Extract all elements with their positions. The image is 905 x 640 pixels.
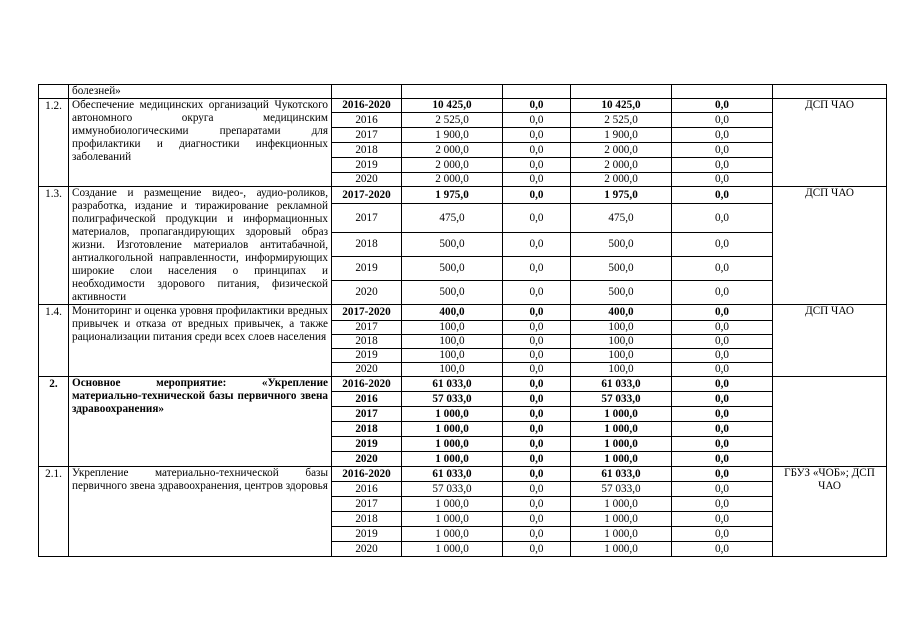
district-cell: 100,0 bbox=[571, 335, 672, 349]
district-cell: 2 000,0 bbox=[571, 143, 672, 158]
row-number: 1.2. bbox=[39, 99, 69, 187]
total-cell: 1 000,0 bbox=[402, 542, 503, 557]
total-cell: 10 425,0 bbox=[402, 99, 503, 113]
district-cell: 1 000,0 bbox=[571, 512, 672, 527]
other-cell: 0,0 bbox=[672, 305, 773, 321]
table-row bbox=[39, 467, 887, 482]
federal-cell: 0,0 bbox=[503, 497, 571, 512]
total-cell: 100,0 bbox=[402, 321, 503, 335]
federal-cell: 0,0 bbox=[503, 527, 571, 542]
year-cell: 2017 bbox=[332, 497, 402, 512]
year-cell: 2020 bbox=[332, 281, 402, 305]
row-number: 1.4. bbox=[39, 305, 69, 377]
year-cell: 2019 bbox=[332, 349, 402, 363]
continuation-text: болезней» bbox=[69, 85, 332, 99]
district-cell: 61 033,0 bbox=[571, 377, 672, 392]
federal-cell: 0,0 bbox=[503, 377, 571, 392]
total-cell: 1 000,0 bbox=[402, 527, 503, 542]
other-cell: 0,0 bbox=[672, 158, 773, 173]
other-cell: 0,0 bbox=[672, 377, 773, 392]
total-cell: 500,0 bbox=[402, 257, 503, 281]
activity-name: Создание и размещение видео-, аудио-роликов, разработка, издание и тиражирование рекламной полиграфической продукции и информационных материалов, пропагандирующих здоровый образ жизни. Изготовление материалов антитабачной, антиалкогольной направленности, информирующих широкие слои населения о принципах и необходимости здорового питания, физической активности bbox=[69, 187, 332, 305]
year-cell: 2016-2020 bbox=[332, 377, 402, 392]
federal-cell: 0,0 bbox=[503, 113, 571, 128]
other-cell: 0,0 bbox=[672, 128, 773, 143]
other-cell: 0,0 bbox=[672, 407, 773, 422]
district-cell: 400,0 bbox=[571, 305, 672, 321]
district-cell: 57 033,0 bbox=[571, 392, 672, 407]
row-number: 1.3. bbox=[39, 187, 69, 305]
federal-cell: 0,0 bbox=[503, 173, 571, 187]
district-cell: 1 000,0 bbox=[571, 542, 672, 557]
other-cell: 0,0 bbox=[672, 143, 773, 158]
total-cell: 1 975,0 bbox=[402, 187, 503, 204]
executor: ДСП ЧАО bbox=[773, 305, 887, 377]
executor: ГБУЗ «ЧОБ»; ДСП ЧАО bbox=[773, 467, 887, 557]
table-row bbox=[39, 187, 887, 204]
total-cell: 61 033,0 bbox=[402, 377, 503, 392]
district-cell: 100,0 bbox=[571, 363, 672, 377]
activity-name: Обеспечение медицинских организаций Чукотского автономного округа медицинским иммунобиологическими препаратами для профилактики и диагностики инфекционных заболеваний bbox=[69, 99, 332, 187]
year-cell: 2020 bbox=[332, 542, 402, 557]
year-cell: 2017-2020 bbox=[332, 305, 402, 321]
total-cell: 1 000,0 bbox=[402, 437, 503, 452]
budget-table-page bbox=[38, 84, 886, 557]
district-cell: 1 900,0 bbox=[571, 128, 672, 143]
activity-name: Основное мероприятие: «Укрепление материально-технической базы первичного звена здравоохранения» bbox=[69, 377, 332, 467]
other-cell: 0,0 bbox=[672, 437, 773, 452]
year-cell: 2016 bbox=[332, 482, 402, 497]
total-cell: 61 033,0 bbox=[402, 467, 503, 482]
continuation-row bbox=[39, 85, 887, 99]
federal-cell: 0,0 bbox=[503, 363, 571, 377]
district-cell: 1 000,0 bbox=[571, 527, 672, 542]
district-cell: 1 000,0 bbox=[571, 437, 672, 452]
year-cell: 2020 bbox=[332, 173, 402, 187]
district-cell: 100,0 bbox=[571, 321, 672, 335]
other-cell: 0,0 bbox=[672, 363, 773, 377]
table-row bbox=[39, 305, 887, 321]
other-cell: 0,0 bbox=[672, 349, 773, 363]
federal-cell: 0,0 bbox=[503, 335, 571, 349]
federal-cell: 0,0 bbox=[503, 158, 571, 173]
total-cell: 475,0 bbox=[402, 204, 503, 233]
table-row bbox=[39, 377, 887, 392]
year-cell: 2017 bbox=[332, 128, 402, 143]
activity-name: Мониторинг и оценка уровня профилактики вредных привычек и отказа от вредных привычек, а также рационализации питания среди всех слоев населения bbox=[69, 305, 332, 377]
year-cell: 2019 bbox=[332, 257, 402, 281]
district-cell: 500,0 bbox=[571, 257, 672, 281]
other-cell: 0,0 bbox=[672, 452, 773, 467]
year-cell: 2018 bbox=[332, 143, 402, 158]
other-cell: 0,0 bbox=[672, 99, 773, 113]
federal-cell: 0,0 bbox=[503, 321, 571, 335]
district-cell: 1 975,0 bbox=[571, 187, 672, 204]
federal-cell: 0,0 bbox=[503, 482, 571, 497]
other-cell: 0,0 bbox=[672, 482, 773, 497]
federal-cell: 0,0 bbox=[503, 204, 571, 233]
total-cell: 2 525,0 bbox=[402, 113, 503, 128]
district-cell: 500,0 bbox=[571, 281, 672, 305]
federal-cell: 0,0 bbox=[503, 349, 571, 363]
year-cell: 2020 bbox=[332, 363, 402, 377]
federal-cell: 0,0 bbox=[503, 99, 571, 113]
district-cell: 2 000,0 bbox=[571, 173, 672, 187]
year-cell: 2017 bbox=[332, 321, 402, 335]
year-cell: 2017 bbox=[332, 407, 402, 422]
other-cell: 0,0 bbox=[672, 321, 773, 335]
total-cell: 400,0 bbox=[402, 305, 503, 321]
federal-cell: 0,0 bbox=[503, 512, 571, 527]
district-cell: 57 033,0 bbox=[571, 482, 672, 497]
total-cell: 1 000,0 bbox=[402, 452, 503, 467]
federal-cell: 0,0 bbox=[503, 542, 571, 557]
year-cell: 2018 bbox=[332, 233, 402, 257]
other-cell: 0,0 bbox=[672, 187, 773, 204]
row-number bbox=[39, 85, 69, 99]
other-cell: 0,0 bbox=[672, 467, 773, 482]
executor: ДСП ЧАО bbox=[773, 187, 887, 305]
executor: ДСП ЧАО bbox=[773, 99, 887, 187]
total-cell: 100,0 bbox=[402, 363, 503, 377]
district-cell: 500,0 bbox=[571, 233, 672, 257]
other-cell: 0,0 bbox=[672, 113, 773, 128]
total-cell: 1 000,0 bbox=[402, 497, 503, 512]
district-cell: 1 000,0 bbox=[571, 497, 672, 512]
total-cell: 500,0 bbox=[402, 281, 503, 305]
other-cell: 0,0 bbox=[672, 173, 773, 187]
total-cell: 2 000,0 bbox=[402, 173, 503, 187]
total-cell: 1 000,0 bbox=[402, 422, 503, 437]
other-cell: 0,0 bbox=[672, 233, 773, 257]
year-cell: 2018 bbox=[332, 335, 402, 349]
year-cell: 2016 bbox=[332, 113, 402, 128]
other-cell: 0,0 bbox=[672, 257, 773, 281]
year-cell: 2016-2020 bbox=[332, 99, 402, 113]
district-cell: 2 525,0 bbox=[571, 113, 672, 128]
district-cell: 10 425,0 bbox=[571, 99, 672, 113]
district-cell: 2 000,0 bbox=[571, 158, 672, 173]
table-row bbox=[39, 99, 887, 113]
row-number: 2.1. bbox=[39, 467, 69, 557]
year-cell: 2019 bbox=[332, 437, 402, 452]
budget-table bbox=[38, 84, 887, 557]
federal-cell: 0,0 bbox=[503, 452, 571, 467]
other-cell: 0,0 bbox=[672, 422, 773, 437]
year-cell: 2018 bbox=[332, 422, 402, 437]
year-cell: 2017 bbox=[332, 204, 402, 233]
other-cell: 0,0 bbox=[672, 281, 773, 305]
year-cell: 2017-2020 bbox=[332, 187, 402, 204]
year-cell: 2018 bbox=[332, 512, 402, 527]
other-cell: 0,0 bbox=[672, 335, 773, 349]
district-cell: 1 000,0 bbox=[571, 407, 672, 422]
year-cell: 2020 bbox=[332, 452, 402, 467]
total-cell: 2 000,0 bbox=[402, 158, 503, 173]
other-cell: 0,0 bbox=[672, 392, 773, 407]
total-cell: 1 000,0 bbox=[402, 407, 503, 422]
federal-cell: 0,0 bbox=[503, 437, 571, 452]
year-cell: 2016-2020 bbox=[332, 467, 402, 482]
district-cell: 1 000,0 bbox=[571, 422, 672, 437]
other-cell: 0,0 bbox=[672, 497, 773, 512]
federal-cell: 0,0 bbox=[503, 187, 571, 204]
year-cell: 2019 bbox=[332, 527, 402, 542]
federal-cell: 0,0 bbox=[503, 128, 571, 143]
district-cell: 1 000,0 bbox=[571, 452, 672, 467]
federal-cell: 0,0 bbox=[503, 143, 571, 158]
year-cell: 2016 bbox=[332, 392, 402, 407]
federal-cell: 0,0 bbox=[503, 467, 571, 482]
district-cell: 100,0 bbox=[571, 349, 672, 363]
federal-cell: 0,0 bbox=[503, 233, 571, 257]
row-number: 2. bbox=[39, 377, 69, 467]
other-cell: 0,0 bbox=[672, 542, 773, 557]
total-cell: 2 000,0 bbox=[402, 143, 503, 158]
total-cell: 100,0 bbox=[402, 335, 503, 349]
other-cell: 0,0 bbox=[672, 527, 773, 542]
district-cell: 475,0 bbox=[571, 204, 672, 233]
federal-cell: 0,0 bbox=[503, 281, 571, 305]
executor bbox=[773, 377, 887, 467]
federal-cell: 0,0 bbox=[503, 392, 571, 407]
total-cell: 500,0 bbox=[402, 233, 503, 257]
total-cell: 57 033,0 bbox=[402, 482, 503, 497]
federal-cell: 0,0 bbox=[503, 407, 571, 422]
other-cell: 0,0 bbox=[672, 512, 773, 527]
activity-name: Укрепление материально-технической базы первичного звена здравоохранения, центров здоровья bbox=[69, 467, 332, 557]
total-cell: 100,0 bbox=[402, 349, 503, 363]
total-cell: 57 033,0 bbox=[402, 392, 503, 407]
federal-cell: 0,0 bbox=[503, 422, 571, 437]
year-cell: 2019 bbox=[332, 158, 402, 173]
total-cell: 1 900,0 bbox=[402, 128, 503, 143]
other-cell: 0,0 bbox=[672, 204, 773, 233]
federal-cell: 0,0 bbox=[503, 257, 571, 281]
district-cell: 61 033,0 bbox=[571, 467, 672, 482]
federal-cell: 0,0 bbox=[503, 305, 571, 321]
total-cell: 1 000,0 bbox=[402, 512, 503, 527]
